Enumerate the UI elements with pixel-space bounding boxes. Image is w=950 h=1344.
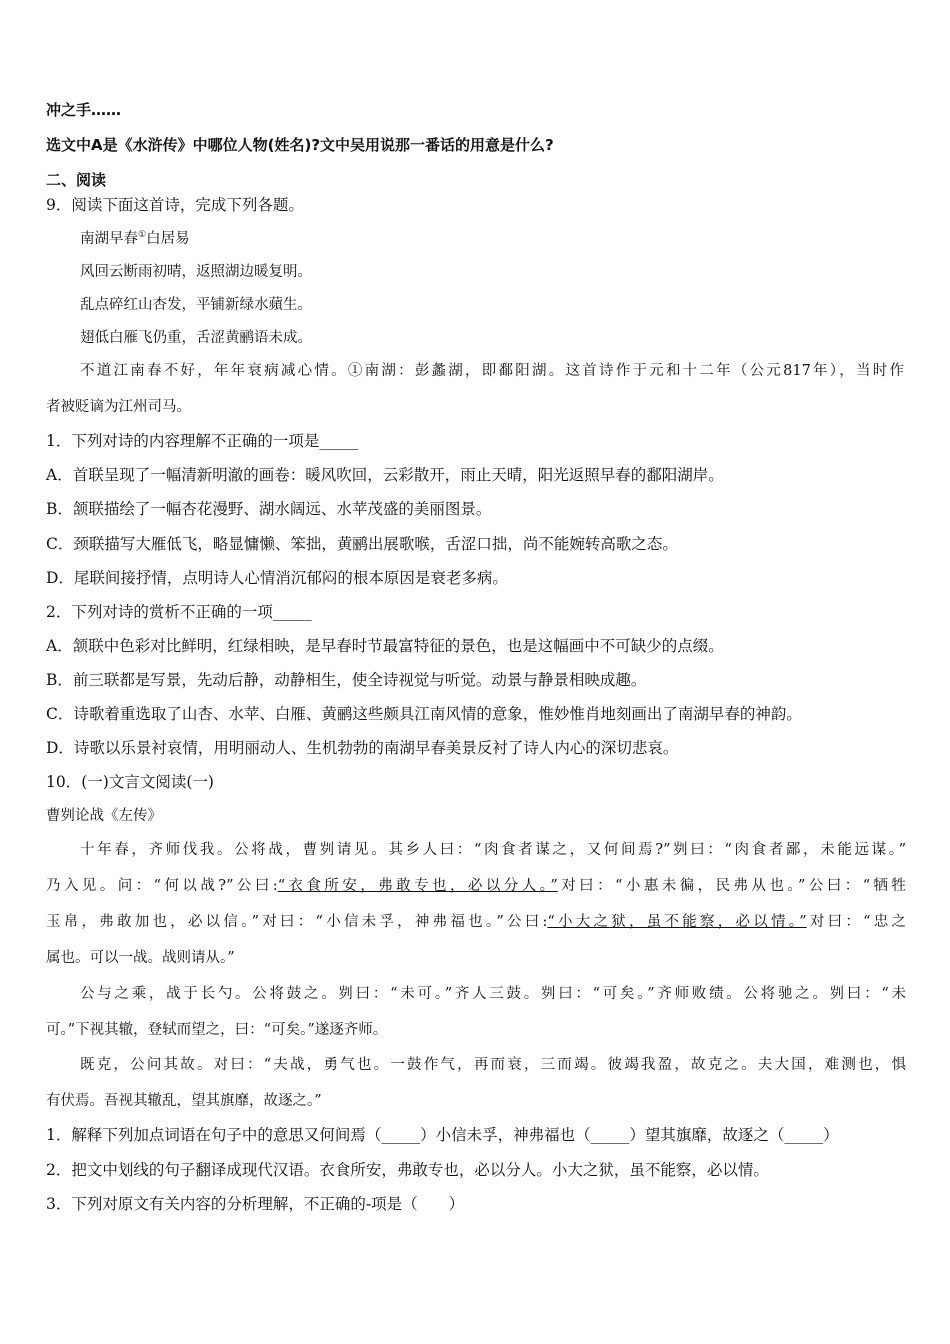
option-1c: C．颈联描写大雁低飞，略显慵懒、笨拙，黄鹂出展歌喉，舌涩口拙，尚不能婉转高歌之态。 <box>46 535 678 553</box>
sub-question-2: 2．下列对诗的赏析不正确的一项_____ <box>46 603 312 621</box>
poem-line-1: 风回云断雨初晴，返照湖边暖复明。 <box>80 264 312 280</box>
option-1d: D．尾联间接抒情，点明诗人心情消沉郁闷的根本原因是衰老多病。 <box>46 569 508 587</box>
question-10-stem: 10．(一)文言文阅读(一) <box>46 773 214 791</box>
passage-line-6: 可。”下视其辙，登轼而望之，曰：“可矣。”遂逐齐师。 <box>46 1022 388 1038</box>
option-2d: D．诗歌以乐景衬哀情，用明丽动人、生机勃勃的南湖早春美景反衬了诗人内心的深切悲哀。 <box>46 739 679 757</box>
section-heading-reading: 二、阅读 <box>46 171 107 189</box>
sub-question-10-2: 2．把文中划线的句子翻译成现代汉语。衣食所安，弗敢专也，必以分人。小大之狱，虽不能察，必以情。 <box>46 1161 769 1179</box>
sub-question-10-3: 3．下列对原文有关内容的分析理解，不正确的-项是（ ） <box>46 1195 465 1213</box>
underlined-sentence-2: “小大之狱，虽不能察，必以情。” <box>547 914 807 930</box>
passage-line-8: 有伏焉。吾视其辙乱，望其旗靡，故逐之。” <box>46 1093 322 1109</box>
passage-line-3 <box>46 912 906 932</box>
option-2b: B．前三联都是写景，先动后静，动静相生，使全诗视觉与听觉。动景与静景相映成趣。 <box>46 671 647 689</box>
poem-title-line <box>80 229 906 249</box>
option-2c: C．诗歌着重选取了山杏、水苹、白雁、黄鹂这些颇具江南风情的意象，惟妙惟肖地刻画出了南湖早春的神韵。 <box>46 705 802 723</box>
question-shuihu: 选文中A是《水浒传》中哪位人物(姓名)?文中吴用说那一番话的用意是什么? <box>46 136 554 154</box>
sub-question-10-1: 1．解释下列加点词语在句子中的意思又何间焉（_____）小信未孚，神弗福也（_____）望其旗靡，故逐之（_____） <box>46 1126 839 1144</box>
passage-text: 对曰：“小惠未徧，民弗从也。”公曰：“牺牲 <box>557 878 906 894</box>
sub-question-1: 1．下列对诗的内容理解不正确的一项是_____ <box>46 432 359 450</box>
question-9-stem: 9．阅读下面这首诗，完成下列各题。 <box>46 196 304 214</box>
fragment-line: 冲之手…… <box>46 101 122 119</box>
poem-author: 白居易 <box>146 231 190 247</box>
passage-line-5: 公与之乘，战于长勺。公将鼓之。刿曰：“未可。”齐人三鼓。刿曰：“可矣。”齐师败绩。公将驰之。刿曰：“未 <box>80 986 906 1002</box>
poem-title: 南湖早春 <box>80 231 138 247</box>
option-2a: A．颔联中色彩对比鲜明，红绿相映，是早春时节最富特征的景色，也是这幅画中不可缺少的点缀。 <box>46 637 724 655</box>
passage-text: 乃入见。问：“何以战?”公曰: <box>46 878 278 894</box>
poem-line-2: 乱点碎红山杏发，平铺新绿水蘋生。 <box>80 297 312 313</box>
passage-text: 玉帛，弗敢加也，必以信。”对曰：“小信未孚，神弗福也。”公曰: <box>46 914 548 930</box>
underlined-sentence-1: “衣食所安，弗敢专也，必以分人。” <box>277 878 558 894</box>
option-1a: A．首联呈现了一幅清新明澈的画卷：暖风吹回，云彩散开，雨止天晴，阳光返照早春的鄱阳湖岸。 <box>46 466 724 484</box>
passage-line-1: 十年春，齐师伐我。公将战，曹刿请见。其乡人曰：“肉食者谋之，又何间焉?”刿曰：“肉食者鄙，未能远谋。” <box>80 842 906 858</box>
passage-text: 对曰：“忠之 <box>806 914 906 930</box>
passage-line-2 <box>46 876 906 896</box>
passage-line-4: 属也。可以一战。战则请从。” <box>46 950 235 966</box>
footnote-mark: ① <box>138 230 147 241</box>
passage-title: 曹刿论战《左传》 <box>46 808 162 824</box>
option-1b: B．颔联描绘了一幅杏花漫野、湖水阔远、水苹茂盛的美丽图景。 <box>46 500 492 518</box>
poem-line-4-note: 不道江南春不好，年年衰病减心情。①南湖：彭蠡湖，即鄱阳湖。这首诗作于元和十二年（公元817年），当时作 <box>80 363 904 379</box>
passage-line-7: 既克，公问其故。对曰：“夫战，勇气也。一鼓作气，再而衰，三而竭。彼竭我盈，故克之。夫大国，难测也，惧 <box>80 1057 906 1073</box>
poem-line-3: 翅低白雁飞仍重，舌涩黄鹂语未成。 <box>80 330 312 346</box>
poem-note-cont: 者被贬谪为江州司马。 <box>46 399 191 415</box>
